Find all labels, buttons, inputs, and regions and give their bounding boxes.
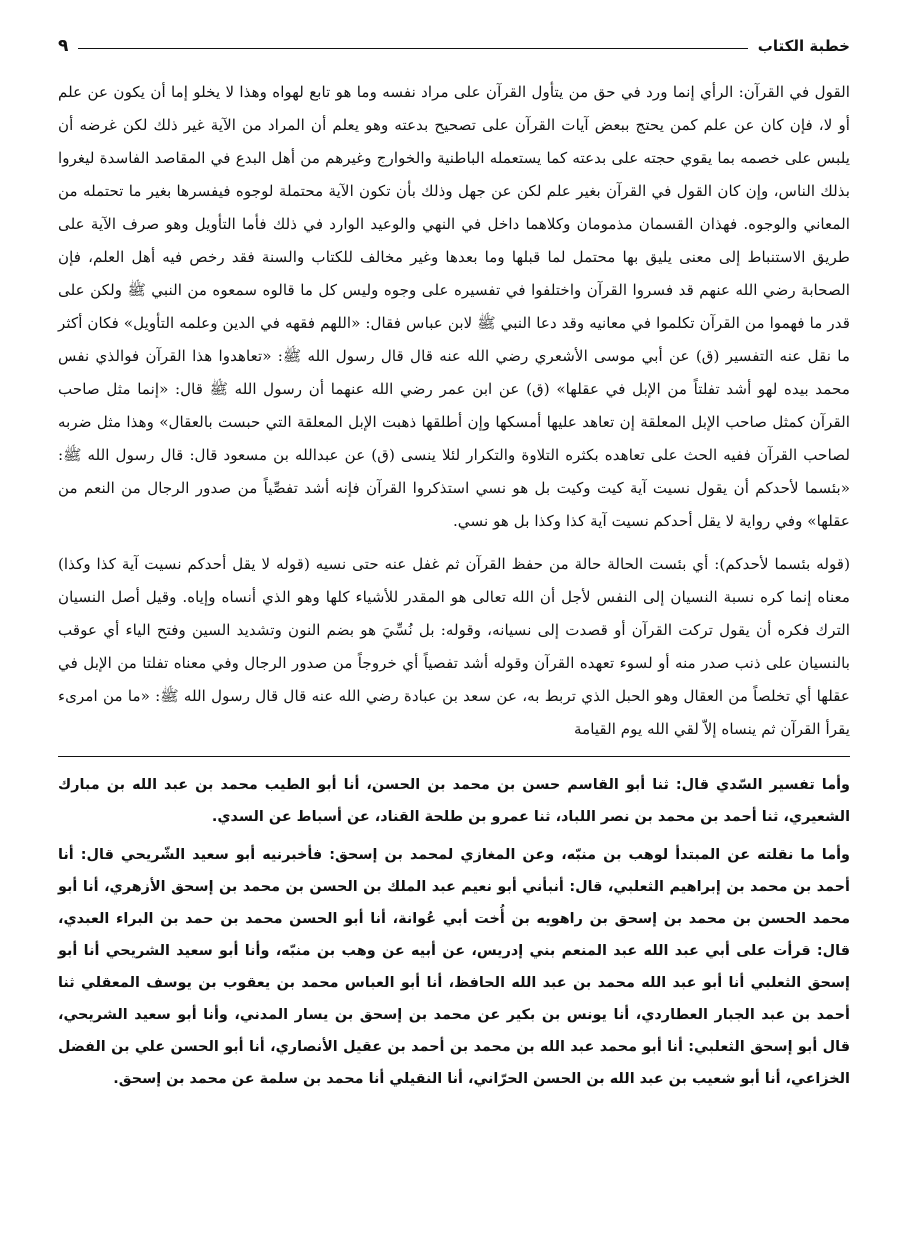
header-rule bbox=[78, 48, 747, 49]
main-paragraph: القول في القرآن: الرأي إنما ورد في حق من يتأول القرآن على مراد نفسه وما هو تابع لهواه وهذا لا يخلو إما أن يكون عن علم أو لا، فإن كان عن علم كمن يحتج ببعض آيات القرآن على تصحيح بدعته وهو يعلم أن المراد من الآية غير ذلك لكن غرضه أن يلبس على خصمه بما يقوي حجته على بدعته كما يستعمله الباطنية والخوارج وغيرهم من أهل البدع في المقاصد الفاسدة ليغروا بذلك الناس، وإن كان القول في القرآن بغير علم لكن عن جهل وذلك بأن تكون الآية محتملة لوجوه فيفسرها بغير ما تحتمله من المعاني والوجوه. فهذان القسمان مذمومان وكلاهما داخل في النهي والوعيد الوارد في ذلك فأما التأويل وهو صرف الآية على طريق الاستنباط إلى معنى يليق بها محتمل لما قبلها وما بعدها وغير مخالف للكتاب والسنة فقد رخص فيه أهل العلم، فإن الصحابة رضي الله عنهم قد فسروا القرآن واختلفوا في تفسيره على وجوه وليس كل ما قالوه سمعوه من النبي ﷺ ولكن على قدر ما فهموا من القرآن تكلموا في معانيه وقد دعا النبي ﷺ لابن عباس فقال: «اللهم فقهه في الدين وعلمه التأويل» فكان أكثر ما نقل عنه التفسير (ق) عن أبي موسى الأشعري رضي الله عنه قال قال رسول الله ﷺ: «تعاهدوا هذا القرآن فوالذي نفس محمد بيده لهو أشد تفلتاً من الإبل في عقلها» (ق) عن ابن عمر رضي الله عنهما أن رسول الله ﷺ قال: «إنما مثل صاحب القرآن كمثل صاحب الإبل المعلقة إن تعاهد عليها أمسكها وإن أطلقها ذهبت الإبل المعلقة التي حبست بالعقال» وهذا مثل ضربه لصاحب القرآن ففيه الحث على تعاهده بكثره التلاوة والتكرار لئلا ينسى (ق) عن عبدالله بن مسعود قال: قال رسول الله ﷺ: «بئسما لأحدكم أن يقول نسيت آية كيت وكيت بل هو نسي استذكروا القرآن فإنه أشد تفصِّياً من صدور الرجال من النعم من عقلها» وفي رواية لا يقل أحدكم نسيت آية كذا وكذا بل هو نسي. bbox=[58, 83, 850, 530]
footnote-separator bbox=[58, 756, 850, 757]
main-text bbox=[58, 76, 850, 746]
page-number: ٩ bbox=[58, 36, 69, 56]
page-header bbox=[58, 28, 850, 58]
running-title: خطبة الكتاب bbox=[757, 37, 850, 55]
footnote-paragraph: وأما ما نقلته عن المبتدأ لوهب بن منبّه، وعن المغازي لمحمد بن إسحق: فأخبرنيه أبو سعيد الشّريحي قال: أنا أحمد بن محمد بن إبراهيم الثعلبي، قال: أنبأني أبو نعيم عبد الملك بن الحسن بن محمد بن إسحق الأزهري، أنا أبو محمد الحسن بن محمد بن إسحق بن راهويه بن أُخت أبي عُوانة، أنا أبو الحسن محمد بن حمد بن البراء العبدي، قال: قرأت على أبي عبد الله عبد المنعم بني إدريس، عن أبيه عن وهب بن منبّه، وأنا أبو سعيد الشريحي أنا أبو إسحق الثعلبي أنا أبو عبد الله محمد بن عبد الله الحافظ، أنا أبو العباس محمد بن يعقوب بن يوسف المعقلي ثنا أحمد بن عبد الجبار العطاردي، أنا يونس بن بكير عن محمد بن إسحق بن يسار المدني، وأنا أبو سعيد الشريحي، قال أبو إسحق الثعلبي: أنا أبو محمد عبد الله بن محمد بن أحمد بن عقيل الأنصاري، أنا أبو الحسن علي بن الفضل الخزاعي، أنا أبو شعيب بن عبد الله بن الحسن الحرّاني، أنا النقيلي أنا محمد بن سلمة عن محمد بن إسحق. bbox=[58, 847, 850, 1087]
footnotes bbox=[58, 769, 850, 1095]
footnote-paragraph: وأما تفسير السّدي قال: ثنا أبو القاسم حسن بن محمد بن الحسن، أنا أبو الطيب محمد بن عبد الله بن مبارك الشعيري، ثنا أحمد بن محمد بن نصر اللباد، ثنا عمرو بن طلحة القناد، عن أسباط عن السدي. bbox=[58, 777, 850, 825]
main-paragraph: (قوله بئسما لأحدكم): أي بئست الحالة حالة من حفظ القرآن ثم غفل عنه حتى نسيه (قوله لا يقل أحدكم نسيت آية كذا وكذا) معناه إنما كره نسبة النسيان إلى النفس لأجل أن الله تعالى هو المقدر للأشياء كلها وهو الذي أنساه وإياه. وقيل أصل النسيان الترك فكره أن يقول تركت القرآن أو قصدت إلى نسيانه، وقوله: بل نُسِّيَ هو بضم النون وتشديد السين وفتح الياء أي عوقب بالنسيان على ذنب صدر منه أو لسوء تعهده القرآن وقوله أشد تفصياً أي خروجاً من صدور الرجال وفي معناه تفلتا من الإبل في عقلها أي تخلصاً من العقال وهو الحبل الذي تربط به، عن سعد بن عبادة رضي الله عنه قال قال رسول الله ﷺ: «ما من امرىء يقرأ القرآن ثم ينساه إلاّ لقي الله يوم القيامة bbox=[58, 555, 850, 738]
book-page bbox=[58, 28, 850, 1238]
